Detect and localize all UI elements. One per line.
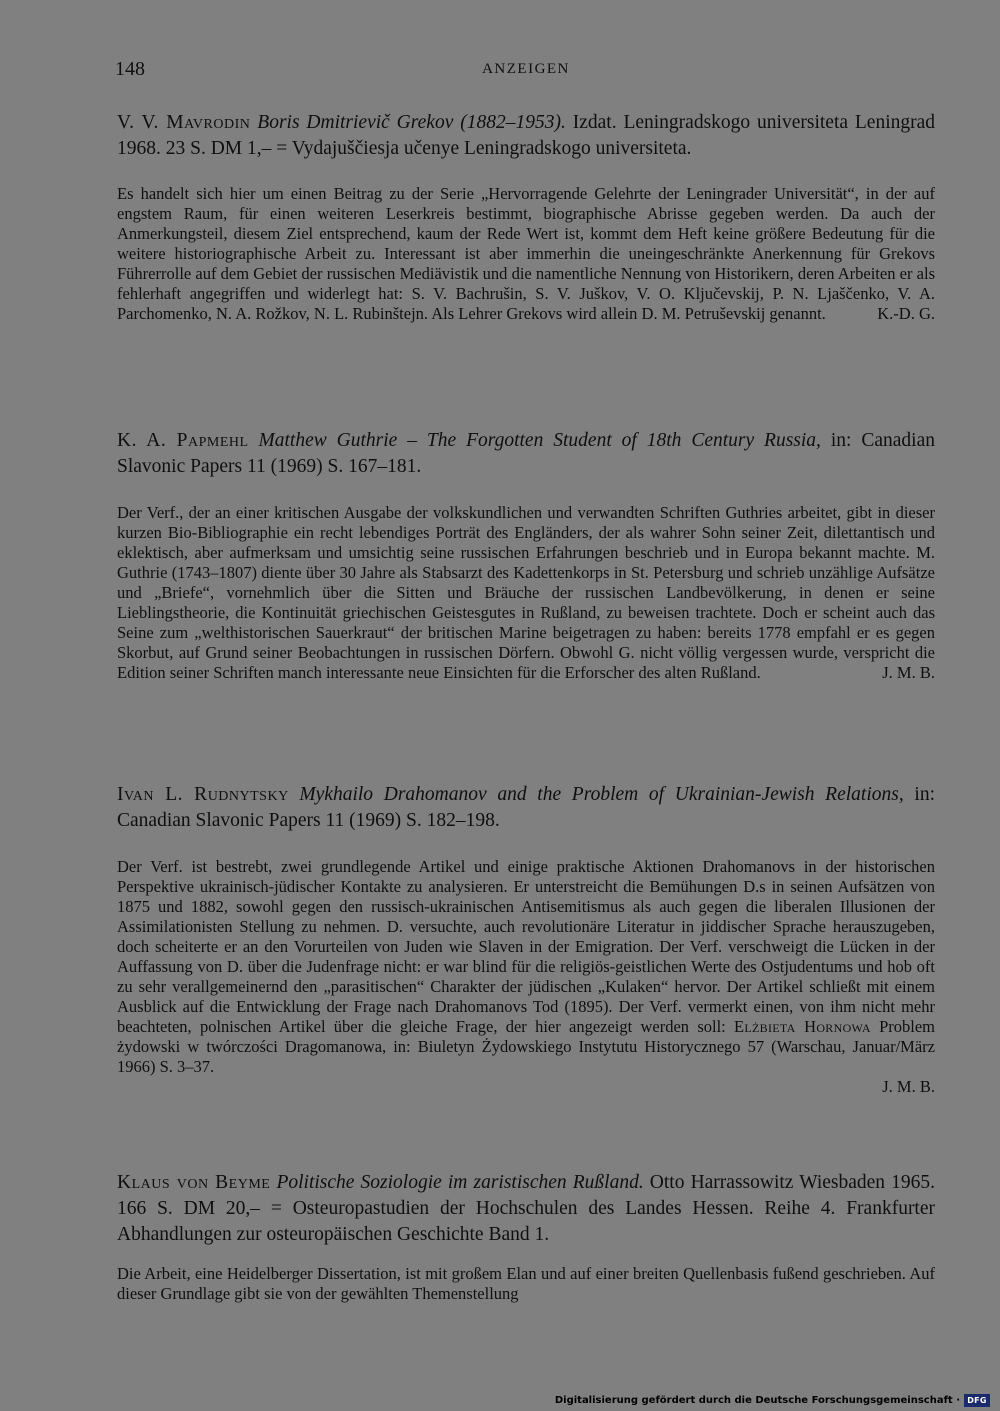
citation-title: Boris Dmitrievič Grekov (1882–1953). <box>257 112 566 133</box>
cited-author: Elżbieta Hornowa <box>734 1017 871 1036</box>
reviewer-initials: J. M. B. <box>882 663 935 682</box>
footer-text: Digitalisierung gefördert durch die Deutsche Forschungsgemeinschaft · <box>554 1394 960 1406</box>
review-body: Es handelt sich hier um einen Beitrag zu der Serie „Hervorragende Gelehrte der Leningrader Universität“, in der auf engstem Raum, für einen weiteren Leserkreis bestimmt, biographische Abrisse gegeben werden. Da auch der Anmerkungsteil, diesem Ziel entsprechend, kaum der Rede Wert ist, kommt dem Heft keine größere Bedeutung für die weitere historiographische Arbeit zu. Interessant ist aber immerhin die uneingeschränkte Anerkennung für Grekovs Führerrolle auf dem Gebiet der russischen Mediävistik und die namentliche Nennung von Historikern, deren Arbeiten er als fehlerhaft angegriffen und widerlegt hat: S. V. Bachrušin, S. V. Juškov, V. O. Ključevskij, P. N. Ljaščenko, V. A. Parchomenko, N. A. Rožkov, N. L. Rubinštejn. Als Lehrer Grekovs wird allein D. M. Petruševskij genannt. <box>117 184 935 323</box>
reviewer-initials: J. M. B. <box>882 1077 935 1096</box>
review-text <box>117 503 935 683</box>
citation-title: Mykhailo Drahomanov and the Problem of Ukrainian-Jewish Relations, <box>299 784 904 805</box>
review-text <box>117 1264 935 1304</box>
citation-title: Matthew Guthrie – The Forgotten Student of 18th Century Russia, <box>258 430 821 451</box>
citation <box>117 782 935 834</box>
review-text <box>117 857 935 1077</box>
citation-details: Izdat. Leningradskogo universiteta Leningrad 1968. 23 S. DM 1,– = Vydajuščiesja učenye Leningradskogo universiteta. <box>117 112 936 159</box>
entry-mavrodin <box>117 110 935 324</box>
review-body: Der Verf. ist bestrebt, zwei grundlegende Artikel und einige praktische Aktionen Drahomanovs in der historischen Perspektive ukrainisch-jüdischer Kontakte zu analysieren. Er unterstreicht die Bemühungen D.s in seinen Aufsätzen von 1875 und 1882, sowohl gegen den russisch-ukrainischen Antisemitismus als auch gegen die liberalen Illusionen der Assimilationisten Stellung zu nehmen. D. versuchte, auch revolutionäre Literatur in jiddischer Sprache herauszugeben, doch scheiterte er an den Vorurteilen von Juden wie Slaven in der Emigration. Der Verf. verschweigt die Lücken in der Auffassung von D. über die Judenfrage nicht: er war blind für die religiös-geistlichen Werte des Ostjudentums und hob oft zu sehr verallgemeinernd den „parasitischen“ Charakter der jüdischen „Kulaken“ hervor. Der Artikel schließt mit einem Ausblick auf die Entwicklung der Frage nach Drahomanovs Tod (1895). Der Verf. vermerkt einen, von ihm nicht mehr beachteten, polnischen Artikel über die gleiche Frage, der hier angezeigt werden soll: <box>117 857 935 1036</box>
citation-title: Politische Soziologie im zaristischen Rußland. <box>276 1172 644 1193</box>
review-text <box>117 184 935 324</box>
review-body-cont: Problem żydowski w twórczości Dragomanowa, in: Biuletyn Żydowskiego Instytutu Historycznego 57 (Warschau, Januar/März 1966) S. 3–37. <box>117 1017 935 1076</box>
entry-rudnytsky <box>117 782 935 1097</box>
citation <box>117 1170 935 1248</box>
citation-author: V. V. Mavrodin <box>117 112 251 133</box>
entry-beyme <box>117 1170 935 1304</box>
review-body: Der Verf., der an einer kritischen Ausgabe der volkskundlichen und verwandten Schriften Guthries arbeitet, gibt in dieser kurzen Bio-Bibliographie ein recht lebendiges Porträt des Engländers, der als wahrer Sohn seiner Zeit, dilettantisch und eklektisch, aber aufmerksam und umsichtig seine russischen Erfahrungen beschrieb und in Europa bekannt machte. M. Guthrie (1743–1807) diente über 30 Jahre als Stabsarzt des Kadettenkorps in St. Petersburg und schrieb unzählige Aufsätze und „Briefe“, vornehmlich über die Sitten und Bräuche der russischen Landbevölkerung, in denen er seine Lieblingstheorie, die Kontinuität griechischen Geistesgutes in Rußland, zu beweisen trachtete. Doch er scheint auch das Seine zum „welthistorischen Sauerkraut“ der britischen Marine beigetragen zu haben: bereits 1778 empfahl er es gegen Skorbut, auf Grund seiner Beobachtungen in russischen Dörfern. Obwohl G. nicht völlig vergessen wurde, verspricht die Edition seiner Schriften manch interessante neue Einsichten für die Erforscher des alten Rußland. <box>117 503 935 682</box>
entry-papmehl <box>117 428 935 683</box>
citation-author: Ivan L. Rudnytsky <box>117 784 289 805</box>
citation-details: in: Canadian Slavonic Papers 11 (1969) S. 182–198. <box>117 784 936 831</box>
citation-details: Otto Harrassowitz Wiesbaden 1965. 166 S. DM 20,– = Osteuropastudien der Hochschulen des Landes Hessen. Reihe 4. Frankfurter Abhandlungen zur osteuropäischen Geschichte Band 1. <box>117 1172 936 1245</box>
citation-author: Klaus von Beyme <box>117 1172 271 1193</box>
running-head <box>117 58 935 82</box>
citation-details: in: Canadian Slavonic Papers 11 (1969) S. 167–181. <box>117 430 935 477</box>
citation <box>117 110 935 162</box>
footer <box>555 1393 990 1407</box>
section-title: ANZEIGEN <box>482 61 570 77</box>
review-body: Die Arbeit, eine Heidelberger Dissertation, ist mit großem Elan und auf einer breiten Quellenbasis fußend geschrieben. Auf dieser Grundlage gibt sie von der gewählten Themenstellung <box>117 1264 935 1303</box>
dfg-logo[interactable]: DFG <box>964 1394 990 1407</box>
reviewer-initials: K.-D. G. <box>877 304 935 323</box>
citation <box>117 428 935 480</box>
citation-author: K. A. Papmehl <box>117 430 249 451</box>
page-number: 148 <box>115 58 145 80</box>
